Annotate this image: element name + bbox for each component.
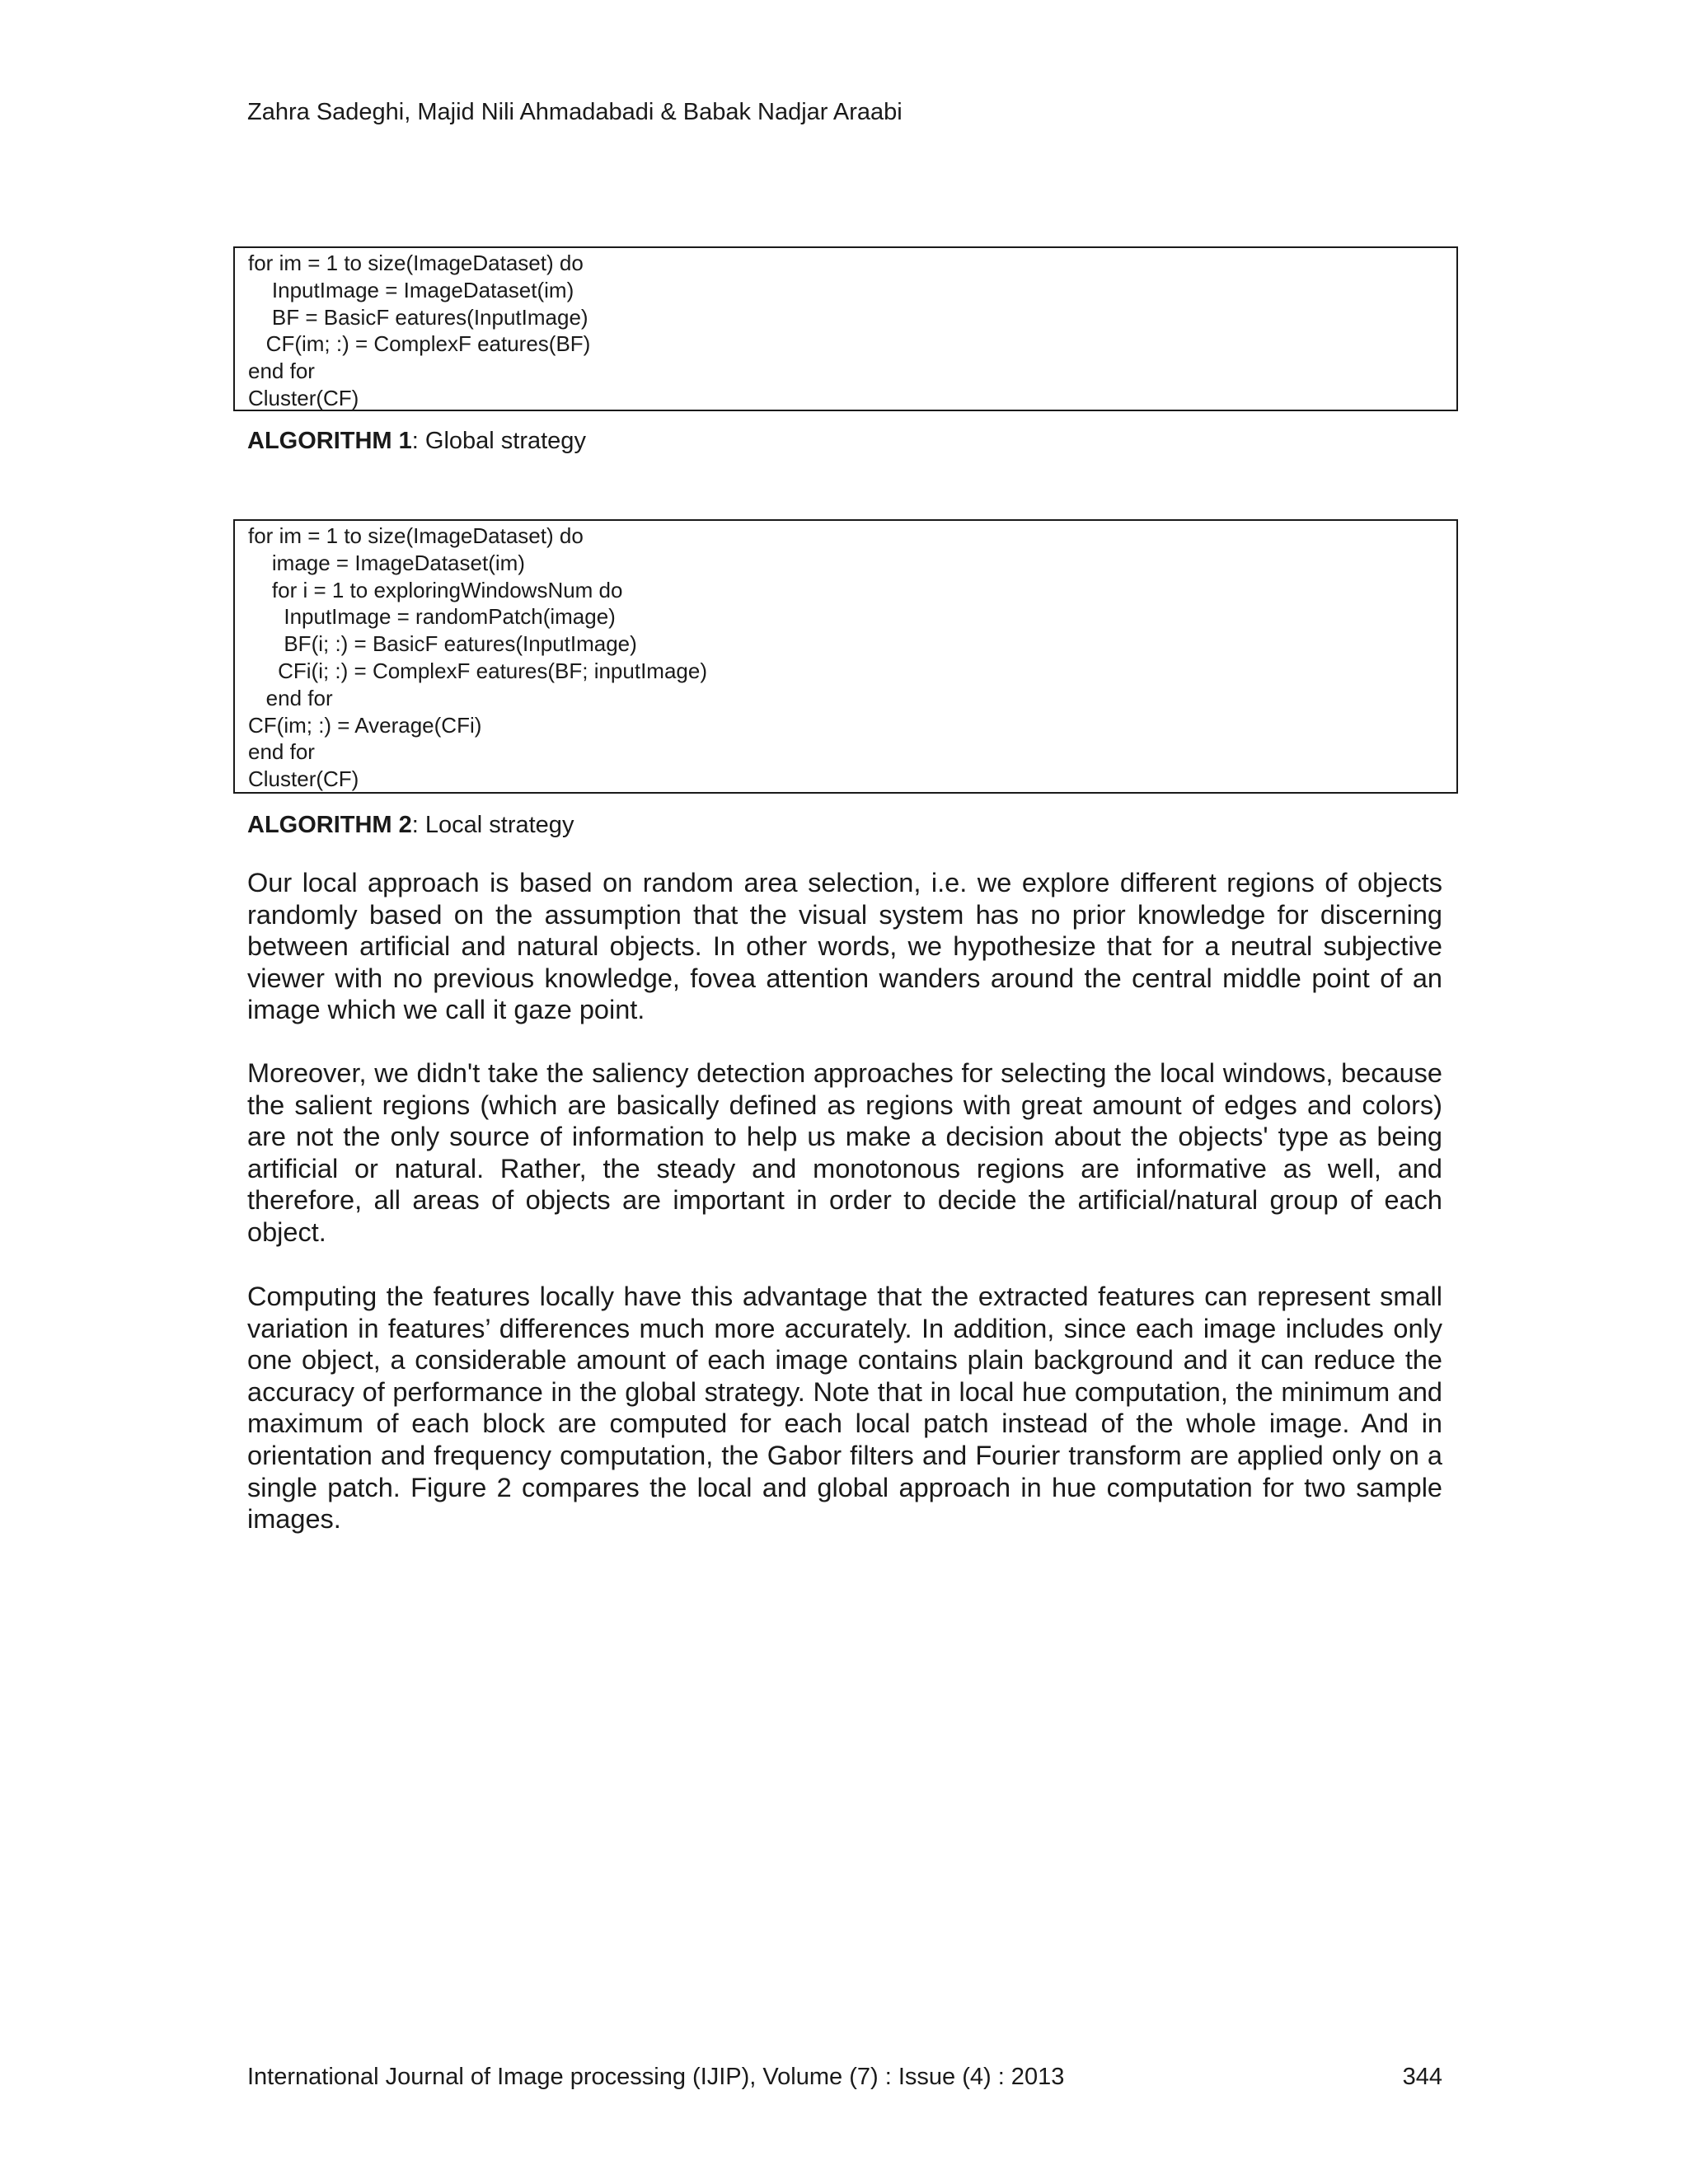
algorithm-2-caption-label: ALGORITHM 2 — [247, 812, 412, 838]
code-line: for im = 1 to size(ImageDataset) do — [248, 523, 584, 548]
running-header-authors: Zahra Sadeghi, Majid Nili Ahmadabadi & Babak Nadjar Araabi — [247, 99, 903, 125]
code-line: end for — [248, 685, 333, 710]
algorithm-1-box — [233, 246, 1458, 411]
footer-journal: International Journal of Image processing (IJIP), Volume (7) : Issue (4) : 2013 — [247, 2064, 1065, 2090]
code-line: Cluster(CF) — [248, 385, 359, 410]
code-line: InputImage = randomPatch(image) — [248, 604, 616, 630]
code-line: BF(i; :) = BasicF eatures(InputImage) — [248, 631, 637, 657]
algorithm-1-caption — [247, 426, 586, 456]
body-paragraph: Our local approach is based on random area selection, i.e. we explore different regions of objects randomly based on the assumption that the visual system has no prior knowledge for discerning between artificial and natural objects. In other words, we hypothesize that for a neutral subjective viewer with no previous knowledge, fovea attention wanders around the central middle point of an image which we call it gaze point. — [247, 868, 1442, 1025]
algorithm-1-caption-label: ALGORITHM 1 — [247, 428, 412, 454]
code-line: end for — [248, 739, 315, 765]
code-line: Cluster(CF) — [248, 766, 359, 792]
body-paragraph: Computing the features locally have this advantage that the extracted features can represent small variation in features’ differences much more accurately. In addition, since each image includes only one object, a considerable amount of each image contains plain background and it can reduce the accuracy of performance in the global strategy. Note that in local hue computation, the minimum and maximum of each block are computed for each local patch instead of the whole image. And in orientation and frequency computation, the Gabor filters and Fourier transform are applied only on a single patch. Figure 2 compares the local and global approach in hue computation for two sample images. — [247, 1282, 1442, 1535]
code-line: for i = 1 to exploringWindowsNum do — [248, 577, 623, 602]
code-line: CF(im; :) = Average(CFi) — [248, 712, 482, 738]
algorithm-2-box — [233, 519, 1458, 794]
algorithm-2-caption — [247, 810, 574, 840]
footer-page-number: 344 — [1402, 2064, 1442, 2090]
code-line: end for — [248, 359, 315, 384]
algorithm-2-caption-text: : Local strategy — [411, 812, 574, 838]
code-line: CF(im; :) = ComplexF eatures(BF) — [248, 331, 591, 357]
body-paragraph: Moreover, we didn't take the saliency detection approaches for selecting the local windows, because the salient regions (which are basically defined as regions with great amount of edges and colors) are not the only source of information to help us make a decision about the objects' type as being artificial or natural. Rather, the steady and monotonous regions are informative as well, and therefore, all areas of objects are important in order to decide the artificial/natural group of each object. — [247, 1058, 1442, 1247]
code-line: for im = 1 to size(ImageDataset) do — [248, 251, 584, 275]
running-footer — [247, 2062, 1442, 2092]
code-line: InputImage = ImageDataset(im) — [248, 277, 574, 302]
algorithm-1-caption-text: : Global strategy — [411, 428, 586, 454]
code-line: BF = BasicF eatures(InputImage) — [248, 304, 588, 330]
code-line: CFi(i; :) = ComplexF eatures(BF; inputImage) — [248, 658, 707, 683]
code-line: image = ImageDataset(im) — [248, 550, 525, 575]
